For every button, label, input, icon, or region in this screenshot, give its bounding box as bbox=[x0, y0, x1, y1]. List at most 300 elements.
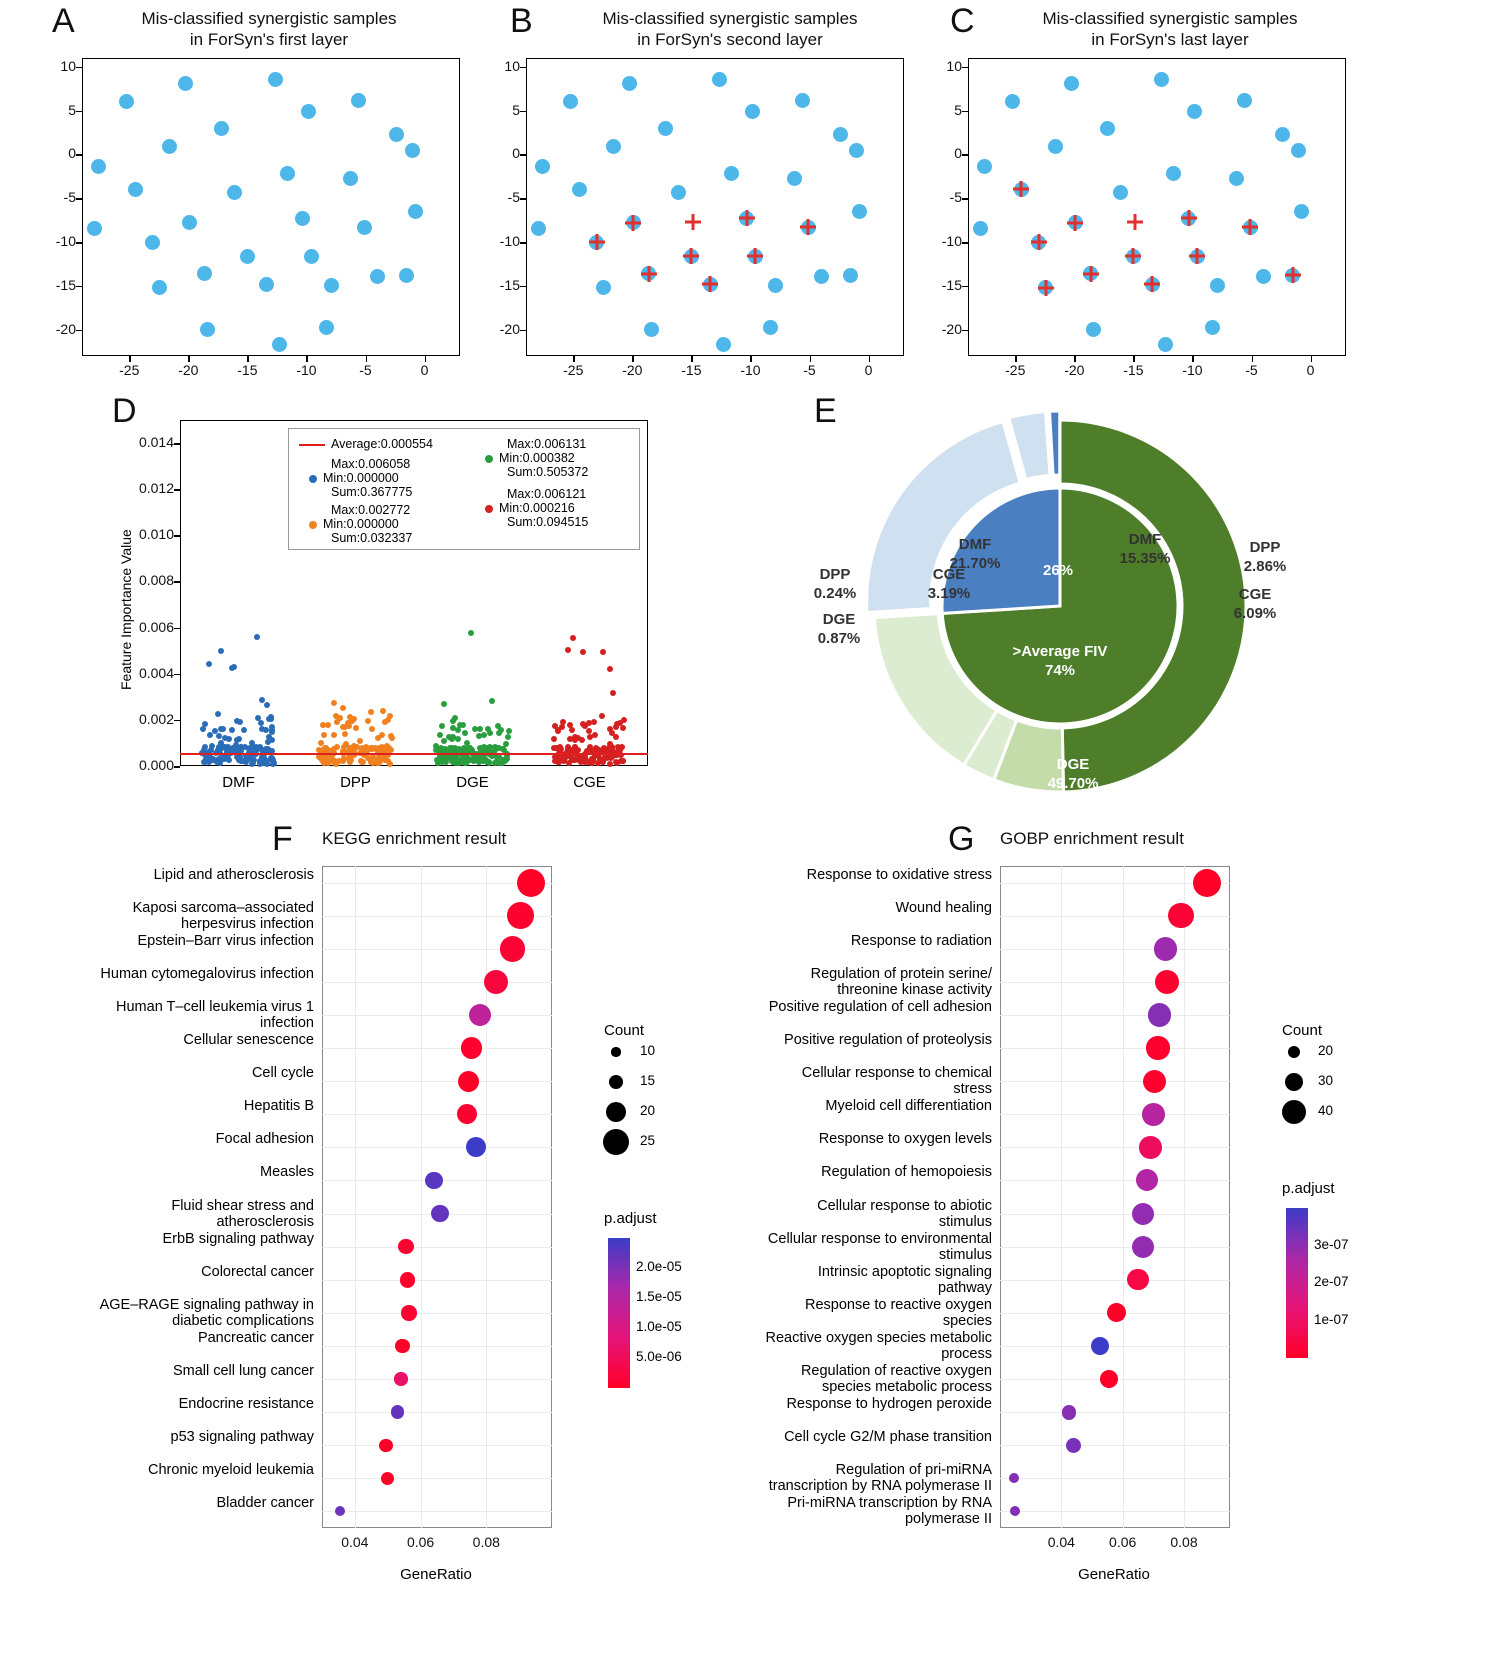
fiv-point bbox=[216, 733, 222, 739]
pie-label-dge-above bbox=[1018, 755, 1128, 793]
category-label: Positive regulation of proteolysis bbox=[784, 1032, 992, 1049]
x-tick bbox=[425, 356, 427, 362]
misclassified-marker bbox=[1180, 209, 1198, 227]
legend-count-label: 20 bbox=[640, 1103, 656, 1118]
enrichment-dot bbox=[1148, 1003, 1171, 1026]
gridline bbox=[322, 1346, 552, 1347]
misclassified-marker bbox=[588, 233, 606, 251]
y-tick-label: 0 bbox=[512, 145, 520, 162]
pie-label-dmf-above-text: DMF bbox=[1128, 531, 1162, 548]
legend-padjust-tick: 5.0e-06 bbox=[636, 1349, 682, 1364]
enrichment-dot bbox=[394, 1372, 407, 1385]
y-tick bbox=[174, 489, 180, 491]
misclassified-marker bbox=[682, 247, 700, 265]
fiv-point bbox=[613, 724, 619, 730]
fiv-point bbox=[374, 756, 380, 762]
scatter-point bbox=[408, 204, 423, 219]
scatter-point bbox=[1100, 121, 1115, 136]
enrichment-dot bbox=[469, 1004, 491, 1026]
legend-count-label: 15 bbox=[640, 1073, 656, 1088]
enrichment-dot bbox=[1142, 1103, 1165, 1126]
y-tick bbox=[174, 443, 180, 445]
legend-padjust-tick: 1e-07 bbox=[1314, 1311, 1349, 1327]
gridline bbox=[355, 866, 356, 1528]
fiv-point bbox=[321, 732, 327, 738]
legend-padjust-title: p.adjust bbox=[604, 1210, 657, 1227]
gridline bbox=[1000, 1247, 1230, 1248]
legend-dpp-min: Min:0.000000 bbox=[299, 517, 469, 531]
pie-label-cge-below-value: 3.19% bbox=[927, 585, 971, 602]
category-label: Intrinsic apoptotic signaling pathway bbox=[817, 1263, 992, 1296]
fiv-point bbox=[268, 755, 274, 761]
y-tick-label: 0 bbox=[68, 145, 76, 162]
y-tick-label: -10 bbox=[941, 233, 962, 250]
fiv-point bbox=[212, 728, 218, 734]
y-tick-label: -10 bbox=[55, 233, 76, 250]
y-tick-label: 0.014 bbox=[138, 434, 174, 451]
y-tick bbox=[76, 286, 82, 288]
y-tick-label: -20 bbox=[55, 320, 76, 337]
scatter-point bbox=[1294, 204, 1309, 219]
legend-padjust-tick: 2e-07 bbox=[1314, 1274, 1349, 1289]
fiv-point bbox=[555, 728, 561, 734]
pie-label-dmf-above-value: 15.35% bbox=[1119, 550, 1171, 567]
scatter-point bbox=[1256, 269, 1271, 284]
fiv-point bbox=[341, 756, 347, 762]
panel-e-pie bbox=[790, 410, 1330, 810]
fiv-point bbox=[238, 758, 244, 764]
fiv-point bbox=[567, 736, 573, 742]
gridline bbox=[322, 1015, 552, 1016]
y-tick-label: 0.006 bbox=[138, 618, 174, 635]
gridline bbox=[322, 1313, 552, 1314]
category-label: Measles bbox=[260, 1164, 314, 1181]
category-label: Positive regulation of cell adhesion bbox=[768, 998, 992, 1015]
x-tick bbox=[1015, 356, 1017, 362]
legend-count-dot bbox=[609, 1075, 624, 1090]
misclassified-marker bbox=[624, 214, 642, 232]
fiv-point bbox=[471, 758, 477, 764]
y-tick bbox=[520, 286, 526, 288]
fiv-point bbox=[450, 725, 456, 731]
pie-label-cge-above bbox=[1200, 585, 1310, 623]
gridline bbox=[1000, 1015, 1230, 1016]
fiv-point bbox=[375, 735, 381, 741]
misclassified-marker bbox=[1241, 218, 1259, 236]
panel-g-xlabel: GeneRatio bbox=[1078, 1566, 1150, 1583]
enrichment-dot bbox=[461, 1037, 482, 1058]
x-tick-label: -25 bbox=[563, 362, 584, 378]
y-tick bbox=[76, 111, 82, 113]
y-tick bbox=[520, 67, 526, 69]
gridline bbox=[421, 866, 422, 1528]
enrichment-dot bbox=[425, 1172, 443, 1190]
x-tick-label: -15 bbox=[681, 362, 702, 378]
gridline bbox=[1000, 1280, 1230, 1281]
panel-a-title: Mis-classified synergistic samples in ForSyn's first layer bbox=[141, 9, 397, 49]
y-tick-label: 10 bbox=[946, 57, 962, 74]
scatter-point bbox=[357, 220, 372, 235]
x-tick-label: 0 bbox=[864, 362, 873, 378]
group-label-dmf: DMF bbox=[222, 774, 255, 791]
panel-b-plot-area bbox=[526, 58, 904, 356]
y-tick bbox=[76, 198, 82, 200]
gridline bbox=[322, 982, 552, 983]
x-tick-label: -10 bbox=[740, 362, 761, 378]
fiv-point bbox=[595, 760, 601, 766]
fiv-point bbox=[231, 664, 237, 670]
pie-label-dge-below-value: 0.87% bbox=[817, 630, 861, 647]
fiv-point bbox=[567, 722, 573, 728]
pie-label-dge-above-text: DGE bbox=[1056, 756, 1090, 773]
legend-dge-max: Max:0.006131 bbox=[507, 437, 587, 451]
enrichment-dot bbox=[1091, 1337, 1109, 1355]
legend-cge-min: Min:0.000216 bbox=[485, 501, 635, 515]
y-tick bbox=[520, 111, 526, 113]
x-tick-label: 0.06 bbox=[406, 1534, 435, 1550]
fiv-point bbox=[363, 744, 369, 750]
enrichment-dot bbox=[400, 1272, 416, 1288]
x-tick-label: -20 bbox=[178, 362, 199, 378]
gridline bbox=[322, 1081, 552, 1082]
fiv-point bbox=[462, 730, 468, 736]
scatter-point bbox=[370, 269, 385, 284]
fiv-point bbox=[347, 759, 353, 765]
panel-g-plot-area bbox=[1000, 866, 1230, 1528]
scatter-point bbox=[227, 185, 242, 200]
gridline bbox=[1000, 1478, 1230, 1479]
legend-count-dot bbox=[1282, 1100, 1307, 1125]
pie-label-dpp-above bbox=[1210, 538, 1320, 576]
gridline bbox=[1000, 1214, 1230, 1215]
gridline bbox=[1061, 866, 1062, 1528]
fiv-point bbox=[437, 732, 443, 738]
y-tick bbox=[962, 330, 968, 332]
y-tick-label: -5 bbox=[949, 189, 962, 206]
legend-average: Average:0.000554 bbox=[299, 437, 469, 451]
panel-c-letter: C bbox=[950, 2, 975, 40]
pie-label-dge-below-text: DGE bbox=[822, 611, 856, 628]
gridline bbox=[1000, 1445, 1230, 1446]
x-tick bbox=[750, 356, 752, 362]
pie-label-dge-below bbox=[784, 610, 894, 648]
y-tick-label: 0.002 bbox=[138, 710, 174, 727]
y-tick-label: 0.010 bbox=[138, 526, 174, 543]
gridline bbox=[322, 1478, 552, 1479]
x-tick-label: -5 bbox=[1245, 362, 1258, 378]
y-tick-label: -20 bbox=[941, 320, 962, 337]
legend-count-title: Count bbox=[604, 1022, 645, 1039]
gridline bbox=[1000, 982, 1230, 983]
misclassified-marker bbox=[1082, 265, 1100, 283]
enrichment-dot bbox=[1066, 1438, 1081, 1453]
fiv-point bbox=[460, 722, 466, 728]
misclassified-marker bbox=[684, 213, 702, 231]
enrichment-dot bbox=[500, 936, 526, 962]
x-tick-label: 0.04 bbox=[341, 1534, 369, 1550]
fiv-point bbox=[357, 738, 363, 744]
legend-padjust-tick: 3e-07 bbox=[1314, 1236, 1349, 1252]
category-label: Lipid and atherosclerosis bbox=[153, 866, 314, 883]
fiv-point bbox=[607, 761, 613, 767]
group-label-dge: DGE bbox=[456, 774, 489, 791]
category-label: Response to oxidative stress bbox=[806, 866, 992, 883]
y-tick bbox=[962, 198, 968, 200]
pie-label-dpp-below bbox=[780, 565, 890, 603]
y-tick bbox=[962, 242, 968, 244]
fiv-point bbox=[579, 737, 585, 743]
y-tick bbox=[76, 67, 82, 69]
category-label: Focal adhesion bbox=[215, 1131, 314, 1148]
x-tick bbox=[129, 356, 131, 362]
fiv-point bbox=[387, 713, 393, 719]
category-label: Response to reactive oxygen species bbox=[805, 1296, 992, 1329]
category-label: Myeloid cell differentiation bbox=[825, 1098, 992, 1115]
gridline bbox=[1000, 1346, 1230, 1347]
scatter-point bbox=[1275, 127, 1290, 142]
fiv-point bbox=[487, 730, 493, 736]
y-tick bbox=[76, 154, 82, 156]
fiv-point bbox=[500, 746, 506, 752]
x-tick bbox=[573, 356, 575, 362]
legend-count-dot bbox=[1288, 1046, 1301, 1059]
x-tick-label: -10 bbox=[296, 362, 317, 378]
x-tick-label: 0.06 bbox=[1109, 1534, 1137, 1550]
enrichment-dot bbox=[1168, 903, 1194, 929]
misclassified-marker bbox=[701, 275, 719, 293]
y-tick-label: -5 bbox=[63, 189, 76, 206]
fiv-point bbox=[552, 758, 558, 764]
fiv-point bbox=[218, 740, 224, 746]
panel-d-ylabel: Feature Importance Value bbox=[118, 529, 134, 690]
x-tick bbox=[247, 356, 249, 362]
x-tick-label: -5 bbox=[359, 362, 372, 378]
category-label: Response to oxygen levels bbox=[818, 1131, 992, 1148]
category-label: Wound healing bbox=[895, 899, 992, 916]
pie-label-cge-above-text: CGE bbox=[1238, 586, 1272, 603]
scatter-point bbox=[214, 121, 229, 136]
category-label: AGE–RAGE signaling pathway in diabetic complications bbox=[99, 1296, 314, 1329]
x-tick bbox=[1133, 356, 1135, 362]
enrichment-dot bbox=[398, 1239, 414, 1255]
misclassified-marker bbox=[1143, 275, 1161, 293]
y-tick bbox=[76, 330, 82, 332]
gridline bbox=[486, 866, 487, 1528]
panel-c-title: Mis-classified synergistic samples in ForSyn's last layer bbox=[1042, 9, 1298, 49]
enrichment-dot bbox=[1143, 1070, 1166, 1093]
category-label: Reactive oxygen species metabolic process bbox=[765, 1329, 992, 1362]
legend-padjust-tick: 2.0e-05 bbox=[636, 1259, 682, 1274]
gridline bbox=[1000, 1180, 1230, 1181]
y-tick-label: 0.004 bbox=[138, 664, 174, 681]
fiv-point bbox=[226, 757, 232, 763]
scatter-point bbox=[658, 121, 673, 136]
pie-label-below-average: 26% bbox=[1042, 562, 1074, 579]
y-tick bbox=[520, 154, 526, 156]
fiv-point bbox=[368, 709, 374, 715]
scatter-point bbox=[324, 278, 339, 293]
gridline bbox=[1000, 1511, 1230, 1512]
category-label: Regulation of hemopoiesis bbox=[821, 1164, 992, 1181]
scatter-point bbox=[389, 127, 404, 142]
enrichment-dot bbox=[401, 1305, 417, 1321]
y-tick bbox=[520, 242, 526, 244]
fiv-point bbox=[249, 761, 255, 767]
fiv-point bbox=[506, 728, 512, 734]
x-tick bbox=[869, 356, 871, 362]
fiv-point bbox=[620, 758, 626, 764]
panel-f-title: KEGG enrichment result bbox=[322, 829, 507, 848]
fiv-point bbox=[241, 727, 247, 733]
pie-label-dpp-below-value: 0.24% bbox=[813, 585, 857, 602]
fiv-point bbox=[565, 647, 571, 653]
category-label: Small cell lung cancer bbox=[172, 1363, 314, 1380]
fiv-point bbox=[472, 726, 478, 732]
panel-g-letter: G bbox=[948, 820, 975, 858]
scatter-point bbox=[1210, 278, 1225, 293]
fiv-point bbox=[247, 745, 253, 751]
gridline bbox=[1000, 1412, 1230, 1413]
fiv-point bbox=[345, 720, 351, 726]
panel-f-xlabel: GeneRatio bbox=[400, 1566, 472, 1583]
category-label: Fluid shear stress and atherosclerosis bbox=[171, 1197, 314, 1230]
y-tick-label: 0.012 bbox=[138, 480, 174, 497]
gridline bbox=[322, 1114, 552, 1115]
scatter-point bbox=[128, 182, 143, 197]
y-tick-label: 0.008 bbox=[138, 572, 174, 589]
y-tick-label: -15 bbox=[499, 276, 520, 293]
scatter-point bbox=[606, 139, 621, 154]
category-label: Cellular senescence bbox=[183, 1032, 314, 1049]
fiv-point bbox=[254, 634, 260, 640]
misclassified-marker bbox=[1126, 213, 1144, 231]
y-tick-label: -5 bbox=[507, 189, 520, 206]
gridline bbox=[1000, 1114, 1230, 1115]
scatter-point bbox=[644, 322, 659, 337]
misclassified-marker bbox=[1030, 233, 1048, 251]
y-tick bbox=[174, 535, 180, 537]
enrichment-dot bbox=[457, 1104, 477, 1124]
enrichment-dot bbox=[1154, 937, 1178, 961]
scatter-point bbox=[162, 139, 177, 154]
scatter-point bbox=[1086, 322, 1101, 337]
enrichment-dot bbox=[391, 1405, 404, 1418]
scatter-point bbox=[712, 72, 727, 87]
gridline bbox=[1000, 1147, 1230, 1148]
misclassified-marker bbox=[746, 247, 764, 265]
scatter-point bbox=[833, 127, 848, 142]
enrichment-dot bbox=[1132, 1203, 1154, 1225]
misclassified-marker bbox=[1012, 180, 1030, 198]
group-label-dpp: DPP bbox=[340, 774, 371, 791]
fiv-point bbox=[388, 733, 394, 739]
legend-count-label: 40 bbox=[1318, 1103, 1334, 1118]
group-label-cge: CGE bbox=[573, 774, 606, 791]
scatter-point bbox=[351, 93, 366, 108]
x-tick-label: -15 bbox=[1123, 362, 1144, 378]
pie-label-dpp-below-text: DPP bbox=[819, 566, 851, 583]
panel-d-letter: D bbox=[112, 392, 137, 430]
x-tick-label: 0.08 bbox=[1170, 1534, 1198, 1550]
category-label: Hepatitis B bbox=[243, 1098, 314, 1115]
y-tick bbox=[174, 581, 180, 583]
fiv-point bbox=[341, 744, 347, 750]
y-tick bbox=[962, 67, 968, 69]
gridline bbox=[1000, 1048, 1230, 1049]
enrichment-dot bbox=[1127, 1269, 1148, 1290]
legend-dmf-min: Min:0.000000 bbox=[299, 471, 469, 485]
category-label: Human T–cell leukemia virus 1 infection bbox=[116, 998, 314, 1031]
y-tick-label: 10 bbox=[504, 57, 520, 74]
legend-count-label: 10 bbox=[640, 1043, 656, 1058]
pie-label-cge-below bbox=[894, 565, 1004, 603]
panel-e-letter: E bbox=[814, 392, 837, 430]
enrichment-dot bbox=[1146, 1036, 1169, 1059]
fiv-point bbox=[580, 649, 586, 655]
legend-count-label: 25 bbox=[640, 1133, 656, 1148]
legend-count-title: Count bbox=[1282, 1022, 1323, 1039]
gridline bbox=[322, 1048, 552, 1049]
fiv-point bbox=[441, 701, 447, 707]
y-tick-label: 5 bbox=[512, 101, 520, 118]
fiv-point bbox=[609, 730, 615, 736]
pie-label-dpp-above-text: DPP bbox=[1249, 539, 1281, 556]
legend-dpp-max: Max:0.002772 bbox=[331, 503, 411, 517]
x-tick-label: -10 bbox=[1182, 362, 1203, 378]
x-tick bbox=[1311, 356, 1313, 362]
x-tick-label: 0.04 bbox=[1047, 1534, 1075, 1550]
fiv-point bbox=[586, 728, 592, 734]
y-tick bbox=[962, 111, 968, 113]
gridline bbox=[1000, 949, 1230, 950]
legend-dge-sum: Sum:0.505372 bbox=[507, 465, 589, 479]
scatter-point bbox=[272, 337, 287, 352]
panel-f-plot-area bbox=[322, 866, 552, 1528]
legend-count-dot bbox=[1285, 1073, 1304, 1092]
gridline bbox=[322, 1147, 552, 1148]
pie-label-dmf-below-value: 21.70% bbox=[949, 555, 1001, 572]
x-tick-label: 0 bbox=[1306, 362, 1315, 378]
category-label: Pri-miRNA transcription by RNA polymerase II bbox=[787, 1495, 992, 1528]
panel-g-title: GOBP enrichment result bbox=[1000, 829, 1184, 848]
scatter-point bbox=[1154, 72, 1169, 87]
gridline bbox=[322, 1379, 552, 1380]
y-tick-label: -15 bbox=[941, 276, 962, 293]
y-tick-label: 5 bbox=[68, 101, 76, 118]
x-tick-label: -25 bbox=[1005, 362, 1026, 378]
misclassified-marker bbox=[1124, 247, 1142, 265]
fiv-point bbox=[229, 727, 235, 733]
y-tick bbox=[174, 766, 180, 768]
pie-label-dge-above-value: 49.70% bbox=[1047, 775, 1099, 792]
misclassified-marker bbox=[1284, 266, 1302, 284]
x-tick bbox=[1074, 356, 1076, 362]
scatter-point bbox=[852, 204, 867, 219]
fiv-point bbox=[385, 758, 391, 764]
scatter-point bbox=[768, 278, 783, 293]
fiv-point bbox=[218, 648, 224, 654]
category-label: ErbB signaling pathway bbox=[162, 1230, 314, 1247]
pie-label-dmf-below-text: DMF bbox=[958, 536, 992, 553]
fiv-point bbox=[592, 732, 598, 738]
fiv-point bbox=[572, 744, 578, 750]
legend-colorbar bbox=[608, 1238, 630, 1388]
legend-count-label: 20 bbox=[1318, 1043, 1334, 1058]
category-label: Endocrine resistance bbox=[178, 1396, 314, 1413]
legend-count-dot bbox=[606, 1102, 626, 1122]
category-label: Chronic myeloid leukemia bbox=[147, 1462, 314, 1479]
category-label: Cellular response to abiotic stimulus bbox=[817, 1197, 992, 1230]
